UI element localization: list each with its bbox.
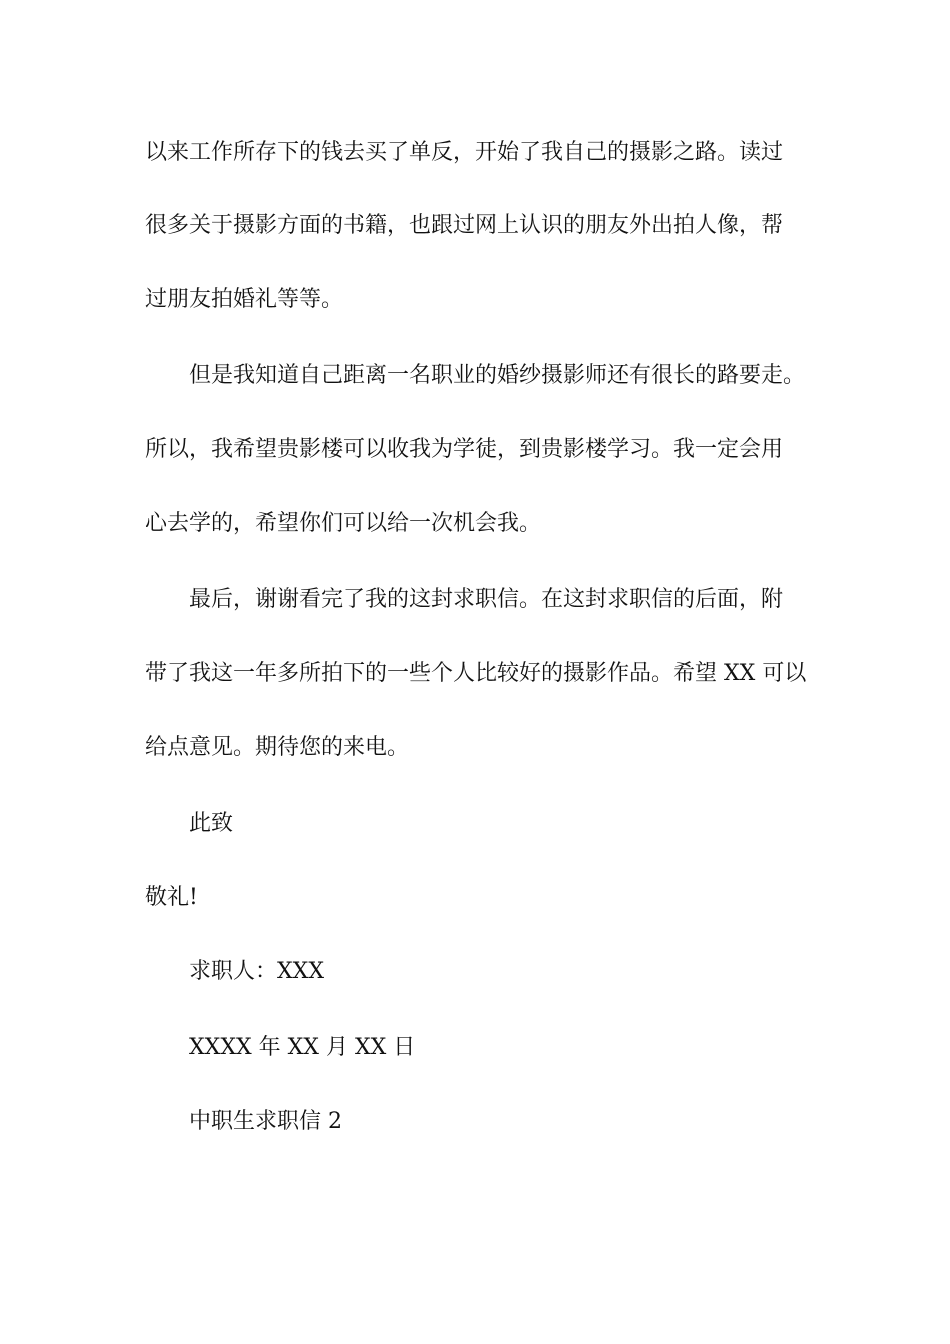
closing-regards: 敬礼! <box>145 885 198 910</box>
body-line-2: 很多关于摄影方面的书籍，也跟过网上认识的朋友外出拍人像，帮 <box>145 213 784 238</box>
body-line-6: 心去学的，希望你们可以给一次机会我。 <box>145 511 542 536</box>
signature-date: XXXX 年 XX 月 XX 日 <box>189 1035 416 1060</box>
body-line-5: 所以，我希望贵影楼可以收我为学徒，到贵影楼学习。我一定会用 <box>145 437 784 462</box>
body-line-7: 最后，谢谢看完了我的这封求职信。在这封求职信的后面，附 <box>189 587 784 612</box>
body-line-8: 带了我这一年多所拍下的一些个人比较好的摄影作品。希望 XX 可以 <box>145 661 807 686</box>
body-line-3: 过朋友拍婚礼等等。 <box>145 287 344 312</box>
body-line-4: 但是我知道自己距离一名职业的婚纱摄影师还有很长的路要走。 <box>189 363 806 388</box>
section-heading: 中职生求职信 2 <box>189 1109 342 1134</box>
body-line-1: 以来工作所存下的钱去买了单反，开始了我自己的摄影之路。读过 <box>145 140 784 165</box>
signature-applicant: 求职人：XXX <box>189 959 324 984</box>
closing-salutation: 此致 <box>189 811 234 836</box>
body-line-9: 给点意见。期待您的来电。 <box>145 735 410 760</box>
